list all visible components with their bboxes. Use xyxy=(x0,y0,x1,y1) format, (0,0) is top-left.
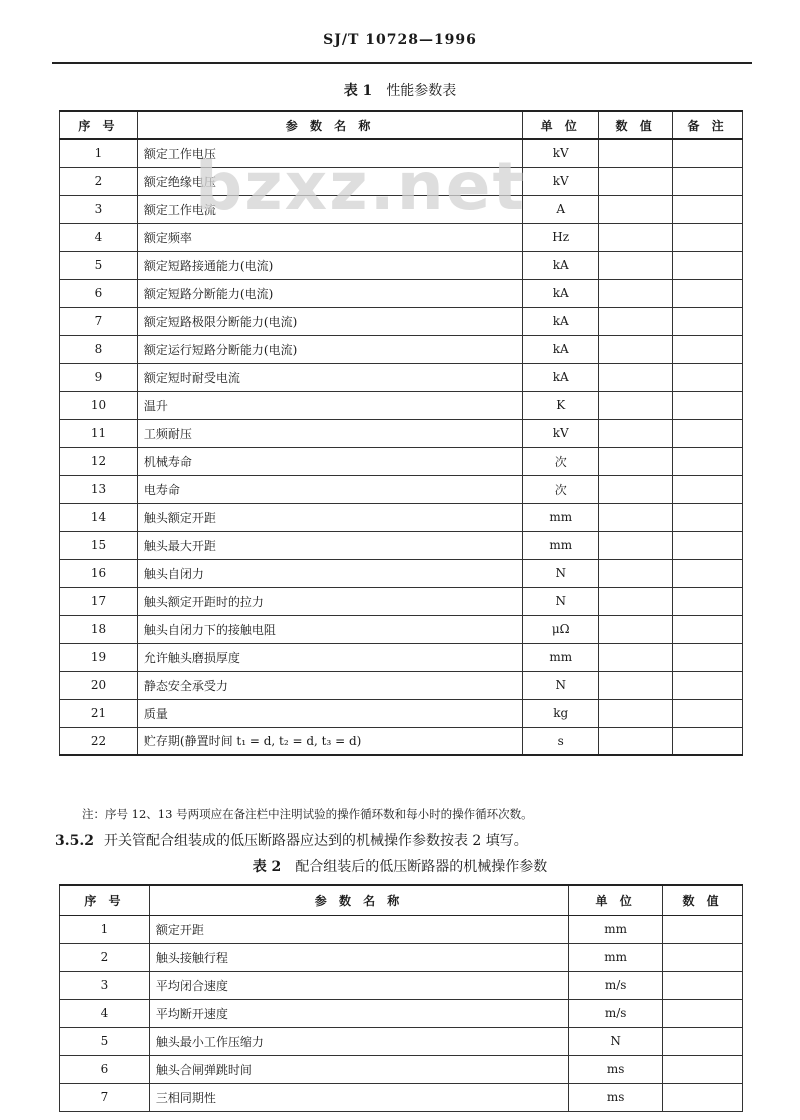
row-seq: 21 xyxy=(60,699,138,727)
row-value xyxy=(663,915,743,943)
row-seq: 1 xyxy=(60,139,138,167)
row-param-name: 触头自闭力下的接触电阻 xyxy=(137,615,522,643)
table-row xyxy=(60,971,743,999)
row-unit: 次 xyxy=(523,447,599,475)
row-remark xyxy=(673,223,743,251)
row-remark xyxy=(673,503,743,531)
row-unit: A xyxy=(523,195,599,223)
row-unit: mm xyxy=(569,915,663,943)
table1-header-remark: 备 注 xyxy=(673,111,743,139)
table1-title: 性能参数表 xyxy=(386,83,457,99)
row-value xyxy=(599,223,673,251)
row-value xyxy=(663,943,743,971)
row-param-name: 质量 xyxy=(137,699,522,727)
table1-header-row xyxy=(60,111,743,139)
row-param-name: 触头自闭力 xyxy=(137,559,522,587)
row-unit: kA xyxy=(523,363,599,391)
table-row xyxy=(60,223,743,251)
table-row xyxy=(60,251,743,279)
row-unit: μΩ xyxy=(523,615,599,643)
row-value xyxy=(599,643,673,671)
row-param-name: 触头合闸弹跳时间 xyxy=(149,1055,568,1083)
row-value xyxy=(599,727,673,755)
row-seq: 5 xyxy=(60,251,138,279)
table-row xyxy=(60,195,743,223)
table2-number: 表 2 xyxy=(252,859,282,875)
clause-number: 3.5.2 xyxy=(55,833,94,849)
table-row xyxy=(60,727,743,755)
row-value xyxy=(599,419,673,447)
table1-number: 表 1 xyxy=(343,83,373,99)
row-value xyxy=(599,335,673,363)
row-remark xyxy=(673,671,743,699)
row-value xyxy=(599,167,673,195)
row-value xyxy=(599,587,673,615)
table2-header-unit: 单 位 xyxy=(569,885,663,915)
table2-header-seq: 序 号 xyxy=(60,885,150,915)
table-row xyxy=(60,559,743,587)
row-unit: s xyxy=(523,727,599,755)
row-param-name: 额定短时耐受电流 xyxy=(137,363,522,391)
table-row xyxy=(60,167,743,195)
row-unit: kV xyxy=(523,139,599,167)
table-row xyxy=(60,615,743,643)
row-seq: 14 xyxy=(60,503,138,531)
row-unit: m/s xyxy=(569,971,663,999)
row-param-name: 额定工作电压 xyxy=(137,139,522,167)
row-remark xyxy=(673,195,743,223)
row-param-name: 额定频率 xyxy=(137,223,522,251)
clause-text: 开关管配合组装成的低压断路器应达到的机械操作参数按表 2 填写。 xyxy=(103,833,528,849)
row-unit: kV xyxy=(523,419,599,447)
row-seq: 12 xyxy=(60,447,138,475)
row-param-name: 额定短路接通能力(电流) xyxy=(137,251,522,279)
row-value xyxy=(663,1083,743,1111)
table1-body xyxy=(60,139,743,755)
row-remark xyxy=(673,615,743,643)
row-seq: 2 xyxy=(60,943,150,971)
row-unit: m/s xyxy=(569,999,663,1027)
row-unit: kA xyxy=(523,279,599,307)
row-seq: 6 xyxy=(60,279,138,307)
row-param-name: 触头接触行程 xyxy=(149,943,568,971)
table-row xyxy=(60,699,743,727)
row-seq: 2 xyxy=(60,167,138,195)
table1-header-name: 参 数 名 称 xyxy=(137,111,522,139)
row-param-name: 机械寿命 xyxy=(137,447,522,475)
table2-title: 配合组装后的低压断路器的机械操作参数 xyxy=(295,859,548,875)
row-unit: mm xyxy=(523,643,599,671)
table2-header-row xyxy=(60,885,743,915)
table-row xyxy=(60,139,743,167)
row-remark xyxy=(673,643,743,671)
row-remark xyxy=(673,139,743,167)
row-seq: 11 xyxy=(60,419,138,447)
row-param-name: 电寿命 xyxy=(137,475,522,503)
row-unit: N xyxy=(569,1027,663,1055)
row-param-name: 额定短路分断能力(电流) xyxy=(137,279,522,307)
table-row xyxy=(60,503,743,531)
row-unit: kA xyxy=(523,307,599,335)
row-param-name: 平均断开速度 xyxy=(149,999,568,1027)
row-unit: kA xyxy=(523,251,599,279)
row-seq: 13 xyxy=(60,475,138,503)
row-remark xyxy=(673,167,743,195)
row-unit: ms xyxy=(569,1083,663,1111)
row-seq: 7 xyxy=(60,307,138,335)
row-remark xyxy=(673,587,743,615)
row-param-name: 温升 xyxy=(137,391,522,419)
table1-header-unit: 单 位 xyxy=(523,111,599,139)
row-value xyxy=(599,559,673,587)
table2-header-name: 参 数 名 称 xyxy=(149,885,568,915)
row-value xyxy=(663,1027,743,1055)
row-value xyxy=(599,671,673,699)
row-remark xyxy=(673,251,743,279)
row-seq: 3 xyxy=(60,971,150,999)
row-remark xyxy=(673,363,743,391)
table1-header-seq: 序 号 xyxy=(60,111,138,139)
row-unit: kV xyxy=(523,167,599,195)
row-param-name: 静态安全承受力 xyxy=(137,671,522,699)
row-seq: 16 xyxy=(60,559,138,587)
table-row xyxy=(60,1027,743,1055)
watermark-logo: bzxz.net xyxy=(195,148,527,225)
header-rule xyxy=(52,62,752,64)
row-seq: 1 xyxy=(60,915,150,943)
row-value xyxy=(599,195,673,223)
row-param-name: 额定短路极限分断能力(电流) xyxy=(137,307,522,335)
table-row xyxy=(60,671,743,699)
row-unit: K xyxy=(523,391,599,419)
row-param-name: 贮存期(静置时间 t₁ = d, t₂ = d, t₃ = d) xyxy=(137,727,522,755)
row-seq: 4 xyxy=(60,223,138,251)
row-unit: mm xyxy=(523,503,599,531)
row-seq: 9 xyxy=(60,363,138,391)
row-value xyxy=(599,447,673,475)
row-param-name: 额定工作电流 xyxy=(137,195,522,223)
table-row xyxy=(60,1083,743,1111)
row-param-name: 触头最大开距 xyxy=(137,531,522,559)
row-param-name: 触头最小工作压缩力 xyxy=(149,1027,568,1055)
row-remark xyxy=(673,531,743,559)
row-param-name: 允许触头磨损厚度 xyxy=(137,643,522,671)
row-unit: N xyxy=(523,671,599,699)
table-row xyxy=(60,1055,743,1083)
row-value xyxy=(599,307,673,335)
row-remark xyxy=(673,699,743,727)
row-unit: kA xyxy=(523,335,599,363)
row-unit: mm xyxy=(523,531,599,559)
performance-parameter-table xyxy=(59,110,743,756)
row-remark xyxy=(673,279,743,307)
table2-header-value: 数 值 xyxy=(663,885,743,915)
row-seq: 8 xyxy=(60,335,138,363)
row-value xyxy=(663,971,743,999)
row-seq: 4 xyxy=(60,999,150,1027)
row-param-name: 平均闭合速度 xyxy=(149,971,568,999)
row-value xyxy=(599,139,673,167)
row-remark xyxy=(673,307,743,335)
row-value xyxy=(599,363,673,391)
table1-caption xyxy=(0,80,800,100)
row-value xyxy=(599,531,673,559)
row-unit: N xyxy=(523,559,599,587)
table-row xyxy=(60,307,743,335)
row-param-name: 触头额定开距时的拉力 xyxy=(137,587,522,615)
row-param-name: 额定开距 xyxy=(149,915,568,943)
row-param-name: 工频耐压 xyxy=(137,419,522,447)
table-row xyxy=(60,943,743,971)
row-value xyxy=(599,279,673,307)
row-value xyxy=(599,503,673,531)
row-value xyxy=(599,251,673,279)
row-value xyxy=(599,615,673,643)
table-row xyxy=(60,391,743,419)
row-value xyxy=(599,391,673,419)
row-param-name: 额定绝缘电压 xyxy=(137,167,522,195)
row-unit: kg xyxy=(523,699,599,727)
row-remark xyxy=(673,335,743,363)
table-row xyxy=(60,587,743,615)
row-value xyxy=(663,1055,743,1083)
row-seq: 3 xyxy=(60,195,138,223)
row-seq: 6 xyxy=(60,1055,150,1083)
table-row xyxy=(60,999,743,1027)
row-value xyxy=(663,999,743,1027)
row-remark xyxy=(673,475,743,503)
row-unit: N xyxy=(523,587,599,615)
row-remark xyxy=(673,447,743,475)
table-row xyxy=(60,475,743,503)
standard-code: SJ/T 10728—1996 xyxy=(323,32,477,48)
row-remark xyxy=(673,391,743,419)
row-seq: 10 xyxy=(60,391,138,419)
row-unit: Hz xyxy=(523,223,599,251)
table-row xyxy=(60,915,743,943)
table-row xyxy=(60,279,743,307)
table2-body xyxy=(60,915,743,1111)
row-remark xyxy=(673,419,743,447)
row-remark xyxy=(673,559,743,587)
row-seq: 15 xyxy=(60,531,138,559)
table2-caption xyxy=(0,856,800,876)
table1-header-value: 数 值 xyxy=(599,111,673,139)
row-value xyxy=(599,475,673,503)
row-unit: mm xyxy=(569,943,663,971)
row-unit: ms xyxy=(569,1055,663,1083)
mechanical-operation-table xyxy=(59,884,743,1112)
row-value xyxy=(599,699,673,727)
row-seq: 20 xyxy=(60,671,138,699)
row-seq: 18 xyxy=(60,615,138,643)
row-remark xyxy=(673,727,743,755)
row-seq: 22 xyxy=(60,727,138,755)
row-param-name: 触头额定开距 xyxy=(137,503,522,531)
table-row xyxy=(60,335,743,363)
table-row xyxy=(60,531,743,559)
table-row xyxy=(60,447,743,475)
table-row xyxy=(60,643,743,671)
table1-note: 注：序号 12、13 号两项应在备注栏中注明试验的操作循环数和每小时的操作循环次数。 xyxy=(82,807,533,821)
table-row xyxy=(60,419,743,447)
row-param-name: 额定运行短路分断能力(电流) xyxy=(137,335,522,363)
row-unit: 次 xyxy=(523,475,599,503)
row-seq: 7 xyxy=(60,1083,150,1111)
table-row xyxy=(60,363,743,391)
row-seq: 19 xyxy=(60,643,138,671)
clause-3-5-2 xyxy=(55,830,528,850)
row-seq: 17 xyxy=(60,587,138,615)
row-param-name: 三相同期性 xyxy=(149,1083,568,1111)
row-seq: 5 xyxy=(60,1027,150,1055)
